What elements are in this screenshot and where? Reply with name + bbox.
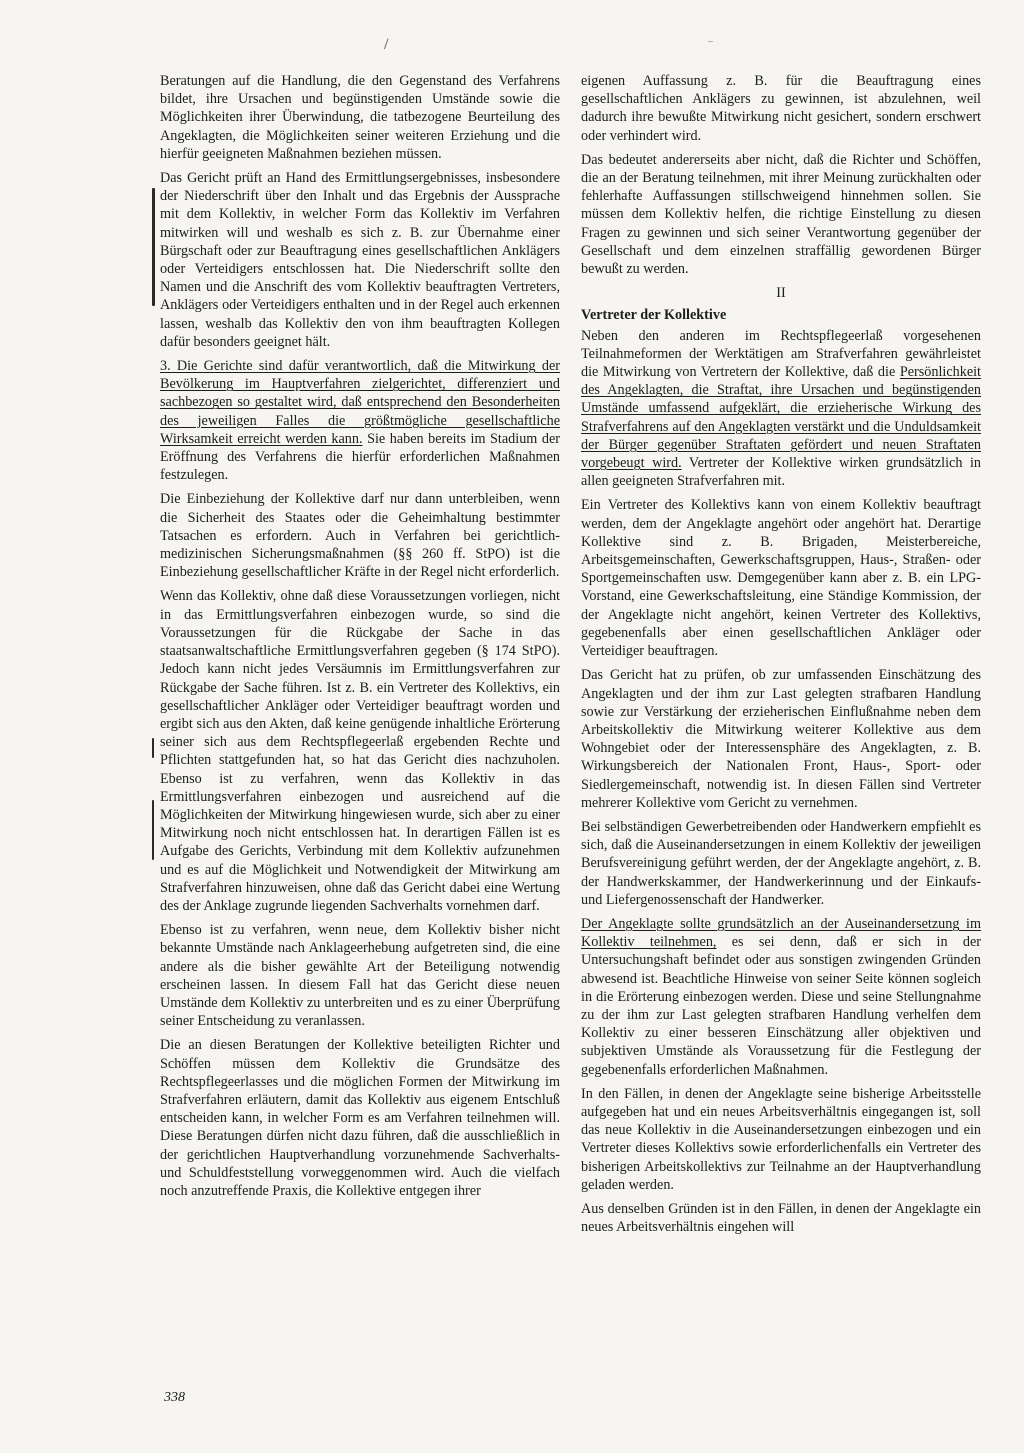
text: Vertreter der Kollektive wirken grundsätzlich in allen geeigneten Strafverfahren mit. (581, 455, 981, 490)
underlined-text: Persönlichkeit des Angeklagten, die Straftat, ihre Ursachen und begünstigenden Umstände umfassend aufgeklärt, die erzieherische Wirkung des Strafverfahrens auf den Angeklagten verstärkt und die Unduldsamkeit der Bürger gegenüber Straftaten gefördert und neuen Straftaten vorgebeugt wird. (581, 364, 981, 472)
text: es sei denn, daß er sich in der Untersuchungshaft befindet oder aus sonstigen zwingenden Gründen abwesend ist. Beachtliche Hinweise von seiner Seite können sogleich in die Erörterung einbezogen werden. Diese und seine Stellungnahme zu der ihm zur Last gelegten strafbaren Handlung verhelfen dem Kollektiv zu einer besseren Einschätzung aller objektiven und subjektiven Umstände als Voraussetzung für die Festlegung der gegebenenfalls erforderlichen Maßnahmen. (581, 934, 982, 1078)
margin-mark (152, 738, 154, 758)
underlined-text: Der Angeklagte sollte grundsätzlich an der Auseinandersetzung im Kollektiv teilnehmen, (581, 915, 981, 951)
left-column (160, 72, 560, 1206)
paragraph: eigenen Auffassung z. B. für die Beauftragung eines gesellschaftlichen Anklägers zu gewinnen, ist abzulehnen, weil dadurch ihre bewußte Mitwirkung nicht gesichert, sondern erschwert oder verhindert wird. (581, 73, 981, 144)
paragraph: Ein Vertreter des Kollektivs kann von einem Kollektiv beauftragt werden, dem der Angeklagte angehört oder angehört hat. Derartige Kollektive sind z. B. Brigaden, Meisterbereiche, Arbeitsgemeinschaften, Gewerkschaftsgruppen, Haus-, Straßen- oder Sportgemeinschaften usw. Demgegenüber kann aber z. B. ein LPG-Vorstand, eine Gewerkschaftsleitung, eine Ständige Kommission, der der Angeklagte nicht angehört, keinen Vertreter des Kollektivs, gegebenenfalls aber einen gesellschaftlichen Ankläger oder Verteidiger beauftragen. (581, 497, 981, 660)
page-number: 338 (164, 1390, 185, 1405)
paragraph: In den Fällen, in denen der Angeklagte seine bisherige Arbeitsstelle aufgegeben hat und ein neues Arbeitsverhältnis eingegangen ist, soll das neue Kollektiv in die Auseinandersetzungen einbezogen und ein Vertreter dieses Kollektivs sowie erforderlichenfalls ein Vertreter des bisherigen Arbeitskollektivs zur Teilnahme an der Hauptverhandlung geladen werden. (581, 1085, 981, 1193)
paragraph: Ebenso ist zu verfahren, wenn neue, dem Kollektiv bisher nicht bekannte Umstände nach Anklageerhebung aufgetreten sind, die eine andere als die bisher gewählte Art der Beteiligung notwendig erscheinen lassen. In diesem Fall hat das Gericht diese neuen Umstände dem Kollektiv zu unterbreiten und es zu einer Überprüfung seiner Entscheidung zu veranlassen. (160, 922, 560, 1030)
paragraph: Beratungen auf die Handlung, die den Gegenstand des Verfahrens bildet, ihre Ursachen und begünstigenden Umstände sowie die Möglichkeiten ihrer Überwindung, die tatbezogene Beurteilung des Angeklagten, die Möglichkeiten seiner weiteren Erziehung und die hierfür geeigneten Maßnahmen beziehen müssen. (160, 73, 560, 162)
underlined-text: 3. Die Gerichte sind dafür verantwortlich, daß die Mitwirkung der Bevölkerung im Hauptverfahren zielgerichtet, differenziert und sachbezogen so gestaltet wird, daß entsprechend den Besonderheiten des jeweiligen Falles die größtmögliche gesellschaftliche Wirksamkeit erreicht werden kann. (160, 358, 560, 447)
paragraph (581, 327, 981, 491)
paragraph: Die Einbeziehung der Kollektive darf nur dann unterbleiben, wenn die Sicherheit des Staates oder die Geheimhaltung bestimmter Tatsachen es erfordern. Auch in Verfahren bei gerichtlich-medizinischen Sicherungsmaßnahmen (§§ 260 ff. StPO) ist die Einbeziehung gesellschaftlicher Kräfte in der Regel nicht erforderlich. (160, 491, 560, 581)
paragraph: Bei selbständigen Gewerbetreibenden oder Handwerkern empfiehlt es sich, daß die Auseinandersetzungen in einem Kollektiv der jeweiligen Berufsvereinigung geführt werden, der der Angeklagte angehört, z. B. der Handwerkskammer, der Handwerkerinnung und der Einkaufs- und Liefergenossenschaft der Handwerker. (581, 818, 981, 908)
text: Neben den anderen im Rechtspflegeerlaß vorgesehenen Teilnahmeformen der Werktätigen am Strafverfahren gewährleistet die Mitwirkung von Vertretern der Kollektive, daß die (581, 327, 981, 381)
margin-mark (152, 188, 155, 306)
section-heading: Vertreter der Kollektive (581, 307, 727, 324)
paragraph: Wenn das Kollektiv, ohne daß diese Voraussetzungen vorliegen, nicht in das Ermittlungsverfahren einbezogen wurde, so sind die Voraussetzungen für die Rückgabe der Sache in das staatsanwaltschaftliche Ermittlungsverfahren gegeben (§ 174 StPO). Jedoch kann nicht jedes Versäumnis im Ermittlungsverfahren zur Rückgabe der Sache führen. Ist z. B. ein Vertreter des Kollektivs, ein gesellschaftlicher Ankläger oder Verteidiger beauftragt worden und ergibt sich aus den Akten, daß keine genügende inhaltliche Erörterung seiner sich aus dem Rechtspflegeerlaß ergebenden Rechte und Pflichten stattgefunden hat, so hat das Gericht dies nachzuholen. Ebenso ist zu verfahren, wenn das Kollektiv in das Ermittlungsverfahren einbezogen und ausreichend auf die Möglichkeiten der Mitwirkung hingewiesen wurde, sich aber zu einer Mitwirkung noch nicht entschlossen hat. In derartigen Fällen ist es Aufgabe des Gerichts, Verbindung mit dem Kollektiv aufzunehmen und es auf die Möglichkeit und Notwendigkeit der Mitwirkung am Strafverfahren hinzuweisen, ohne daß das Gericht dabei eine Wertung des der Anklage zugrunde liegenden Sachverhalts vornehmen darf. (160, 588, 560, 914)
section-number: II (776, 285, 786, 302)
right-column (581, 72, 981, 1242)
text: Sie haben bereits im Stadium der Eröffnung des Verfahrens die hierfür erforderlichen Maßnahmen festzulegen. (160, 430, 560, 484)
pencil-mark: – (708, 36, 713, 47)
paragraph: Das bedeutet andererseits aber nicht, daß die Richter und Schöffen, die an der Beratung teilnehmen, mit ihrer Meinung zurückhalten oder fehlerhafte Auffassungen stillschweigend hinnehmen sollen. Sie müssen dem Kollektiv helfen, die richtige Einstellung zu diesen Fragen zu gewinnen und sich seiner Verantwortung gegenüber der Gesellschaft und dem einzelnen straffällig gewordenen Bürger bewußt zu werden. (581, 151, 981, 278)
paragraph (581, 915, 981, 1079)
pencil-mark: / (384, 36, 389, 53)
paragraph: Die an diesen Beratungen der Kollektive beteiligten Richter und Schöffen müssen dem Kollektiv die Grundsätze des Rechtspflegeerlasses und die möglichen Formen der Mitwirkung im Strafverfahren erläutern, damit das Kollektiv aus eigenem Entschluß entscheiden kann, in welcher Form es am Verfahren teilnehmen will. Diese Beratungen dürfen nicht dazu führen, daß die ausschließlich in der gerichtlichen Hauptverhandlung vorzunehmende Sachverhalts- und Schuldfeststellung vorweggenommen wird. Auch die vielfach noch anzutreffende Praxis, die Kollektive entgegen ihrer (160, 1037, 560, 1199)
paragraph (160, 357, 560, 484)
paragraph: Das Gericht hat zu prüfen, ob zur umfassenden Einschätzung des Angeklagten und der ihm zur Last gelegten strafbaren Handlung sowie zur Verstärkung der erzieherischen Einflußnahme neben dem Arbeitskollektiv die Mitwirkung weiterer Kollektive aus dem Wohngebiet oder der Interessensphäre des Angeklagten, z. B. Wirkungsbereich der Nationalen Front, Haus-, Sport- oder Siedlergemeinschaft, notwendig ist. In diesen Fällen sind Vertreter mehrerer Kollektive vom Gericht zu vernehmen. (581, 667, 981, 811)
margin-mark (152, 800, 154, 860)
paragraph: Aus denselben Gründen ist in den Fällen, in denen der Angeklagte ein neues Arbeitsverhältnis eingehen will (581, 1200, 981, 1236)
paragraph: Das Gericht prüft an Hand des Ermittlungsergebnisses, insbesondere der Niederschrift über den Inhalt und das Ergebnis der Aussprache mit dem Kollektiv, in welcher Form das Kollektiv im Verfahren mitwirken will und weshalb es sich z. B. zur Übernahme einer Bürgschaft oder zur Beauftragung eines gesellschaftlichen Anklägers oder Verteidigers entschlossen hat. Die Niederschrift sollte den Namen und die Anschrift des vom Kollektiv beauftragten Vertreters, Anklägers oder Verteidigers enthalten und in der Regel auch erkennen lassen, weshalb das Kollektiv den von ihm beauftragten Kollegen dafür besonders geeignet hält. (160, 170, 560, 350)
